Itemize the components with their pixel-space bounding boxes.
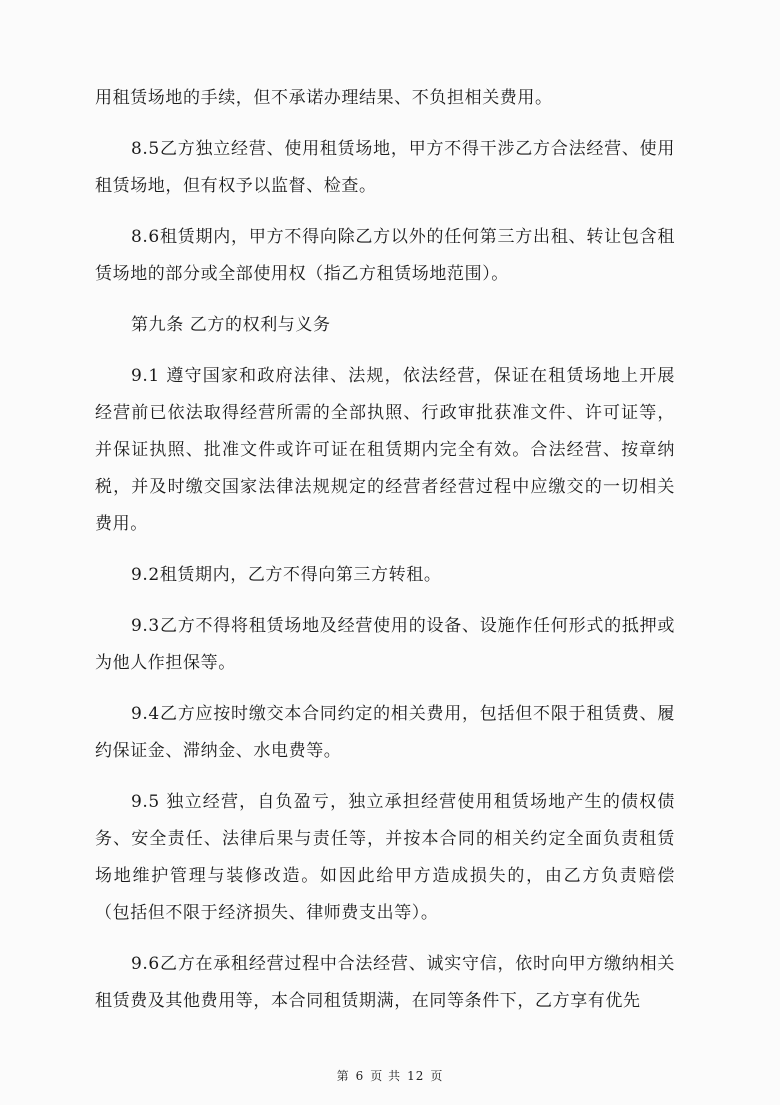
footer-middle: 页 共 bbox=[370, 1069, 402, 1083]
paragraph-9-1: 9.1 遵守国家和政府法律、法规，依法经营，保证在租赁场地上开展经营前已依法取得经营所需的全部执照、行政审批获准文件、许可证等，并保证执照、批准文件或许可证在租赁期内完全有效。合法经营、按章纳税，并及时缴交国家法律法规规定的经营者经营过程中应缴交的一切相关费用。 bbox=[95, 366, 675, 534]
footer-suffix: 页 bbox=[430, 1069, 444, 1083]
paragraph-8-6: 8.6租赁期内，甲方不得向除乙方以外的任何第三方出租、转让包含租赁场地的部分或全部使用权（指乙方租赁场地范围）。 bbox=[95, 227, 675, 284]
footer-prefix: 第 bbox=[336, 1069, 350, 1083]
paragraph-continuation: 用租赁场地的手续，但不承诺办理结果、不负担相关费用。 bbox=[95, 88, 553, 108]
page-footer bbox=[0, 1067, 780, 1084]
paragraph-9-6: 9.6乙方在承租经营过程中合法经营、诚实守信，依时向甲方缴纳相关租赁费及其他费用等，本合同租赁期满，在同等条件下，乙方享有优先 bbox=[95, 954, 675, 1011]
paragraph-9-4: 9.4乙方应按时缴交本合同约定的相关费用，包括但不限于租赁费、履约保证金、滞纳金、水电费等。 bbox=[95, 704, 675, 761]
paragraph-9-2: 9.2租赁期内，乙方不得向第三方转租。 bbox=[131, 565, 442, 585]
footer-page-number: 6 bbox=[355, 1069, 365, 1083]
paragraph-8-5: 8.5乙方独立经营、使用租赁场地，甲方不得干涉乙方合法经营、使用租赁场地，但有权予以监督、检查。 bbox=[95, 139, 675, 196]
paragraph-9-3: 9.3乙方不得将租赁场地及经营使用的设备、设施作任何形式的抵押或为他人作担保等。 bbox=[95, 616, 675, 673]
paragraph-9-5: 9.5 独立经营，自负盈亏，独立承担经营使用租赁场地产生的债权债务、安全责任、法律后果与责任等，并按本合同的相关约定全面负责租赁场地维护管理与装修改造。如因此给甲方造成损失的，由乙方负责赔偿（包括但不限于经济损失、律师费支出等）。 bbox=[95, 792, 675, 923]
section-heading-article-9: 第九条 乙方的权利与义务 bbox=[131, 315, 331, 335]
footer-total-pages: 12 bbox=[407, 1069, 425, 1083]
document-body bbox=[95, 80, 675, 1020]
